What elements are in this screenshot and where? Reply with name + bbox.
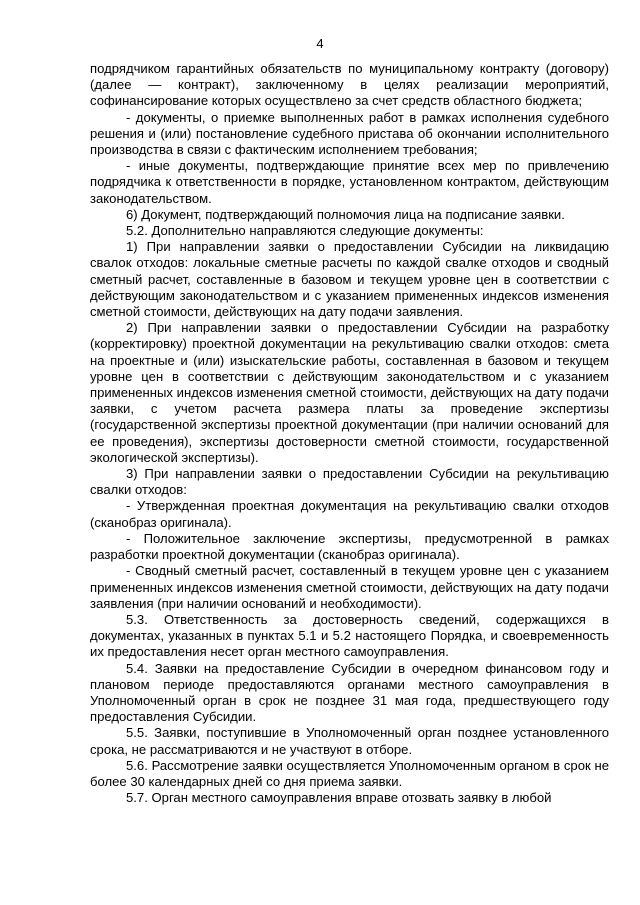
paragraph-7: 2) При направлении заявки о предоставлении Субсидии на разработку (корректировку) проектной документации на рекультивацию свалки отходов: смета на проектные и (или) изыскательские работы, составленная в базовом и текущем уровне цен в соответствии с действующим законодательством и с указанием примененных индексов изменения сметной стоимости, действующих на дату подачи заявки, с учетом расчета размера платы за проведение экспертизы (государственной экспертизы проектной документации (при наличии оснований для ее проведения), экспертизы достоверности сметной стоимости, государственной экологической экспертизы). [90,320,609,465]
paragraph-11: - Сводный сметный расчет, составленный в текущем уровне цен с указанием примененных индексов изменения сметной стоимости, действующих на дату подачи заявления (при наличии оснований и необходимости). [90,563,609,611]
paragraph-10: - Положительное заключение экспертизы, предусмотренной в рамках разработки проектной документации (сканобраз оригинала). [90,530,609,563]
paragraph-3: - иные документы, подтверждающие принятие всех мер по привлечению подрядчика к ответственности в порядке, установленном контрактом, действующим законодательством. [90,158,609,206]
paragraph-15: 5.6. Рассмотрение заявки осуществляется Уполномоченным органом в срок не более 30 календарных дней со дня приема заявки. [90,757,609,789]
paragraph-9: - Утвержденная проектная документация на рекультивацию свалки отходов (сканобраз оригинала). [90,498,609,530]
paragraph-4: 6) Документ, подтверждающий полномочия лица на подписание заявки. [126,206,565,222]
paragraph-6: 1) При направлении заявки о предоставлении Субсидии на ликвидацию свалок отходов: локальные сметные расчеты по каждой свалке отходов и сводный сметный расчет, составленные в базовом и текущем уровне цен в соответствии с действующим законодательством и с указанием примененных индексов изменения сметной стоимости, действующих на дату подачи заявления. [90,239,609,320]
paragraph-2: - документы, о приемке выполненных работ в рамках исполнения судебного решения и (или) постановление судебного пристава об окончании исполнительного производства в связи с фактическим исполнением требования; [90,109,609,158]
paragraph-16: 5.7. Орган местного самоуправления вправе отозвать заявку в любой [126,790,552,806]
document-body [90,61,609,806]
paragraph-1: подрядчиком гарантийных обязательств по муниципальному контракту (договору) (далее — контракт), заключенному в целях реализации мероприятий, софинансирование которых осуществлено за счет средств областного бюджета; [90,61,609,109]
paragraph-8: 3) При направлении заявки о предоставлении Субсидии на рекультивацию свалки отходов: [90,466,609,498]
paragraph-13: 5.4. Заявки на предоставление Субсидии в очередном финансовом году и плановом периоде предоставляются органами местного самоуправления в Уполномоченный орган в срок не позднее 31 мая года, предшествующего году предоставления Субсидии. [90,660,609,725]
paragraph-5: 5.2. Дополнительно направляются следующие документы: [126,223,484,239]
page-number: 4 [316,36,324,51]
paragraph-14: 5.5. Заявки, поступившие в Уполномоченный орган позднее установленного срока, не рассматриваются и не участвуют в отборе. [90,725,609,757]
paragraph-12: 5.3. Ответственность за достоверность сведений, содержащихся в документах, указанных в пунктах 5.1 и 5.2 настоящего Порядка, и своевременность их предоставления несет орган местного самоуправления. [90,611,609,660]
